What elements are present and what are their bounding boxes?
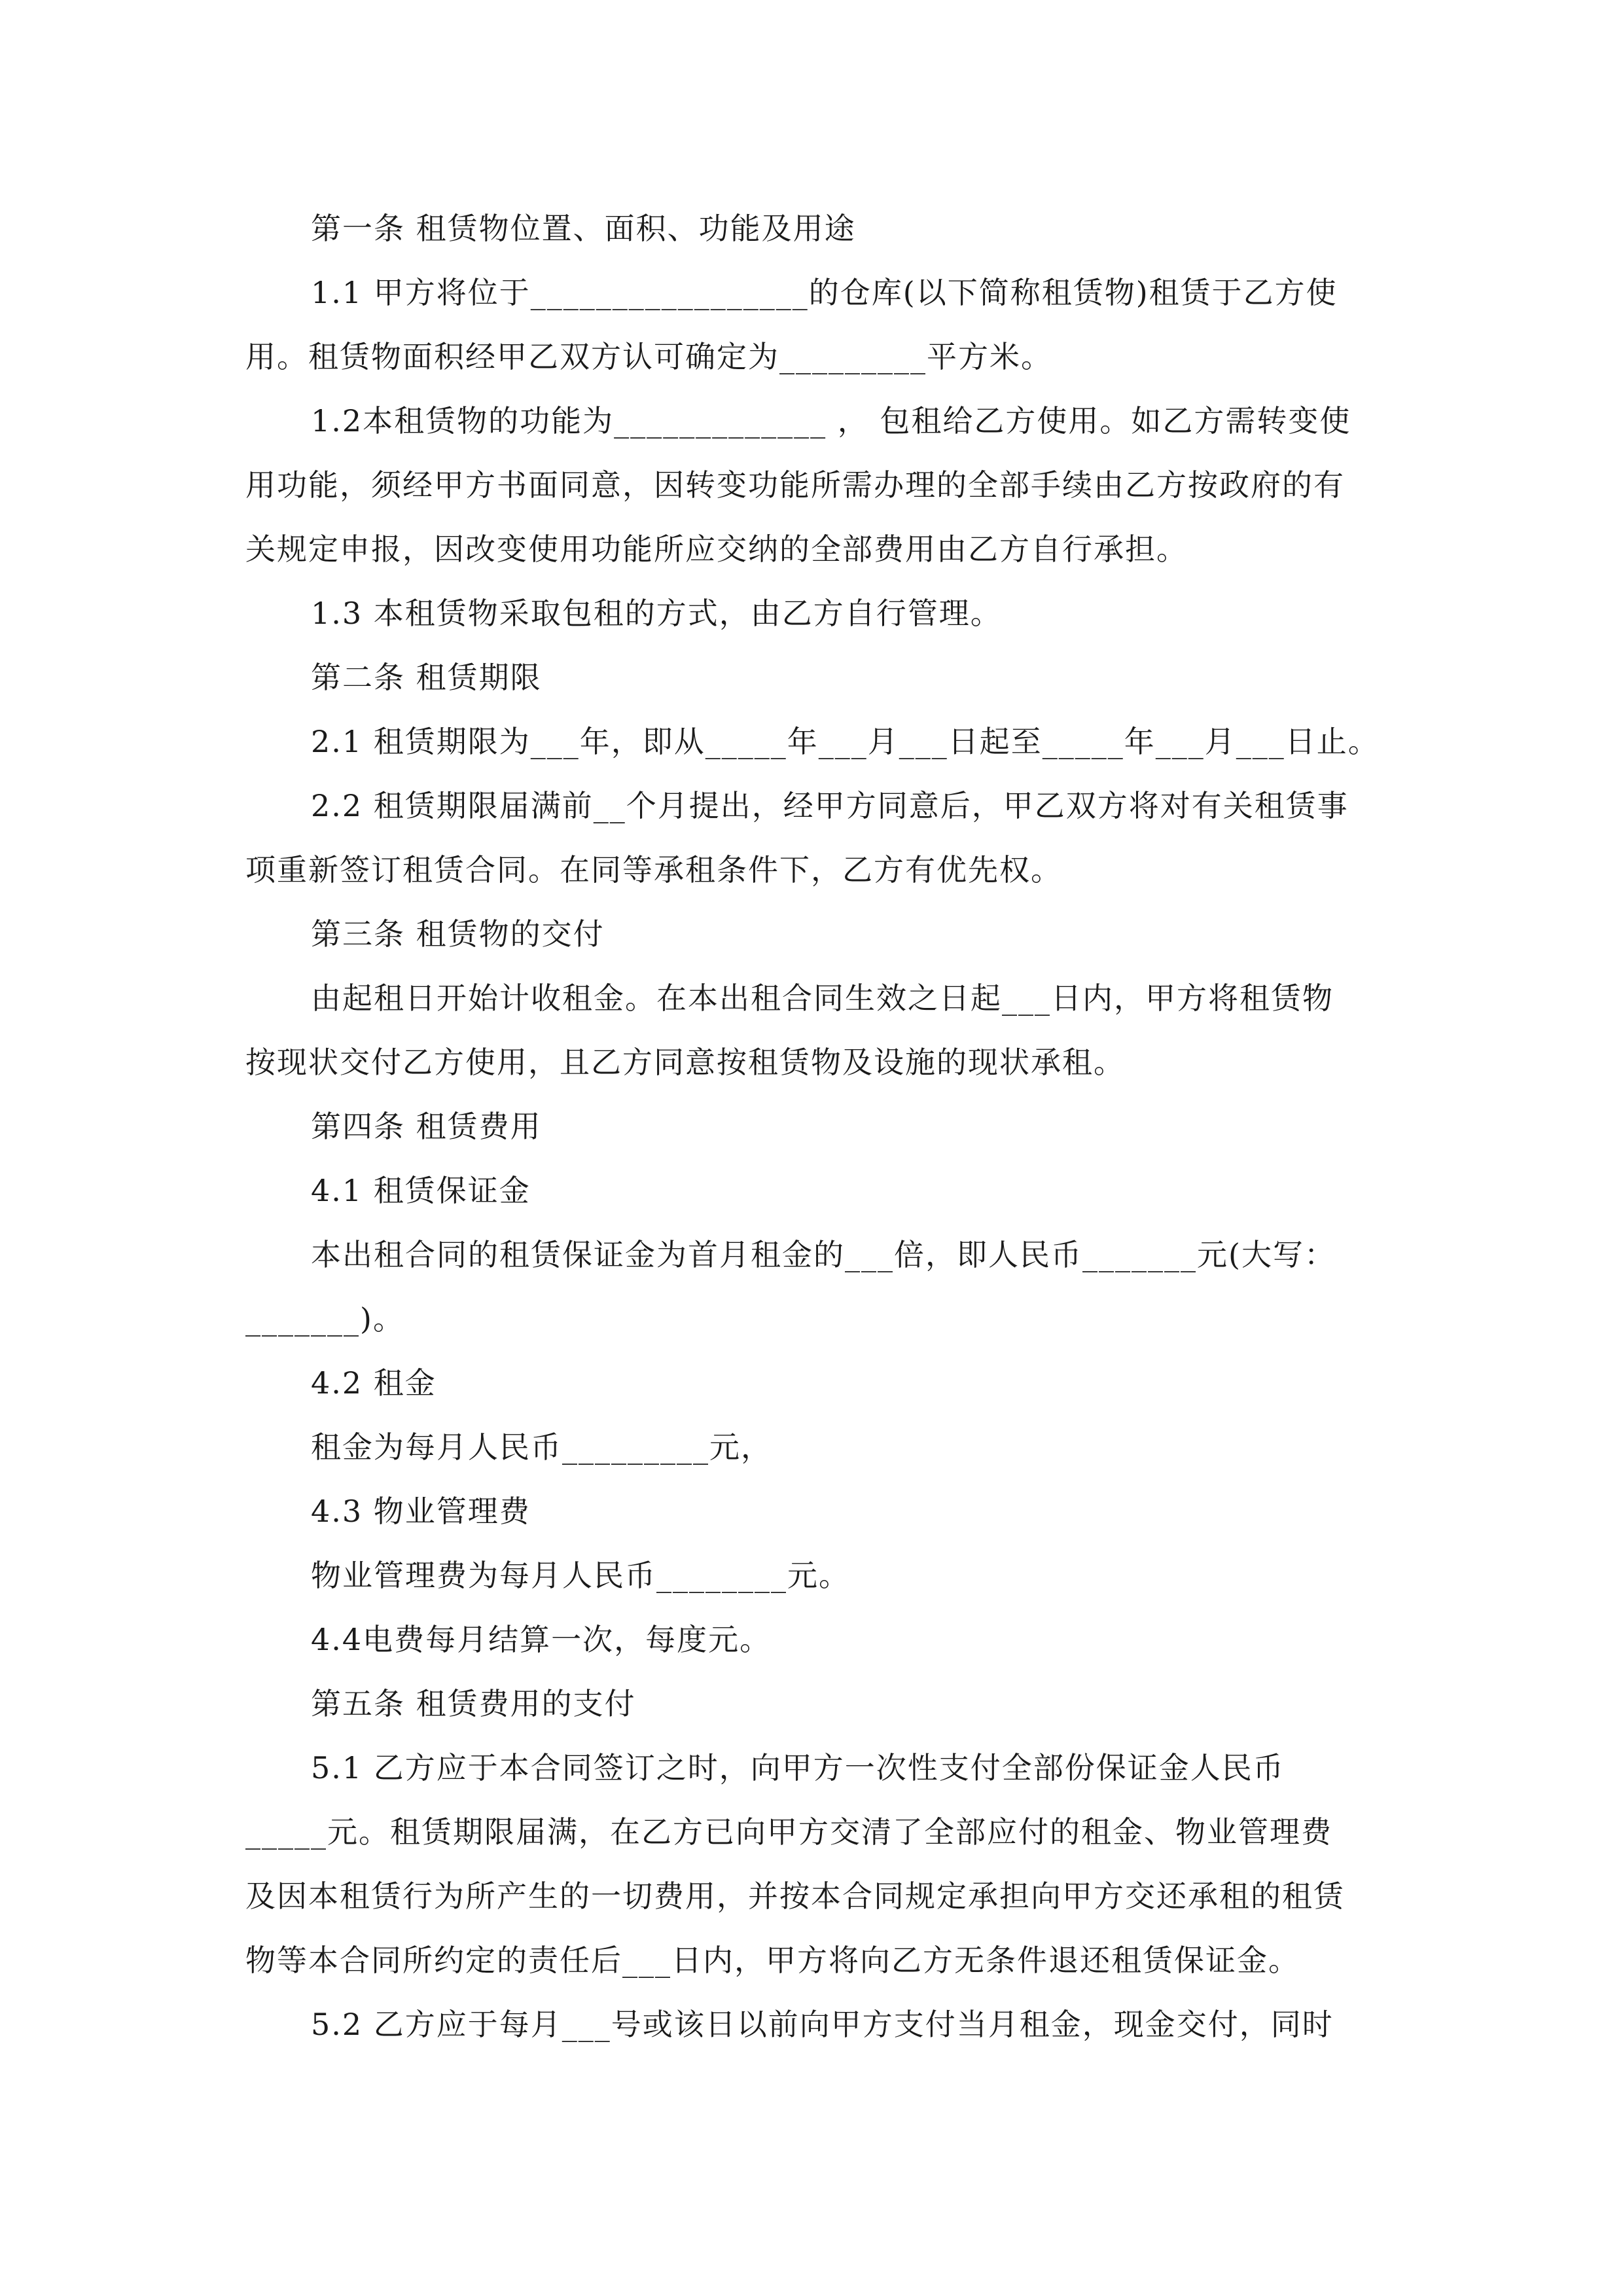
- clause-1-2-line-3: 关规定申报，因改变使用功能所应交纳的全部费用由乙方自行承担。: [245, 531, 1188, 567]
- clause-4-2-heading: 4.2 租金: [311, 1365, 437, 1401]
- clause-2-2-line-2: 项重新签订租赁合同。在同等承租条件下，乙方有优先权。: [245, 852, 1062, 888]
- clause-5-1-line-2: _____元。租赁期限届满，在乙方已向甲方交清了全部应付的租金、物业管理费: [245, 1814, 1332, 1850]
- clause-5-2-line-1: 5.2 乙方应于每月___号或该日以前向甲方支付当月租金，现金交付，同时: [311, 2007, 1334, 2042]
- clause-1-3: 1.3 本租赁物采取包租的方式，由乙方自行管理。: [311, 596, 1002, 631]
- clause-5-1-line-1: 5.1 乙方应于本合同签订之时，向甲方一次性支付全部份保证金人民币: [311, 1750, 1285, 1785]
- clause-4-2-text: 租金为每月人民币_________元，: [311, 1429, 772, 1465]
- clause-4-3-text: 物业管理费为每月人民币________元。: [311, 1558, 850, 1593]
- clause-2-1: 2.1 租赁期限为___年，即从_____年___月___日起至_____年___月___日止。: [311, 724, 1380, 759]
- clause-1-1-line-2: 用。租赁物面积经甲乙双方认可确定为_________平方米。: [245, 339, 1052, 374]
- clause-1-1-line-1: 1.1 甲方将位于_________________的仓库(以下简称租赁物)租赁于乙方使: [311, 275, 1338, 310]
- article-4-heading: 第四条 租赁费用: [311, 1109, 542, 1144]
- clause-4-1-line-2: _______)。: [245, 1301, 404, 1336]
- clause-1-2-line-2: 用功能，须经甲方书面同意，因转变功能所需办理的全部手续由乙方按政府的有: [245, 467, 1345, 503]
- clause-2-2-line-1: 2.2 租赁期限届满前__个月提出，经甲方同意后，甲乙双方将对有关租赁事: [311, 788, 1349, 823]
- clause-4-1-line-1: 本出租合同的租赁保证金为首月租金的___倍，即人民币_______元(大写：: [311, 1237, 1336, 1272]
- clause-4-1-heading: 4.1 租赁保证金: [311, 1173, 531, 1208]
- clause-4-3-heading: 4.3 物业管理费: [311, 1494, 531, 1529]
- article-3-line-1: 由起租日开始计收租金。在本出租合同生效之日起___日内，甲方将租赁物: [311, 980, 1334, 1016]
- clause-5-1-line-3: 及因本租赁行为所产生的一切费用，并按本合同规定承担向甲方交还承租的租赁: [245, 1878, 1345, 1914]
- clause-5-1-line-4: 物等本合同所约定的责任后___日内，甲方将向乙方无条件退还租赁保证金。: [245, 1943, 1300, 1978]
- article-5-heading: 第五条 租赁费用的支付: [311, 1686, 636, 1721]
- article-2-heading: 第二条 租赁期限: [311, 660, 542, 695]
- article-3-heading: 第三条 租赁物的交付: [311, 916, 605, 952]
- article-3-line-2: 按现状交付乙方使用，且乙方同意按租赁物及设施的现状承租。: [245, 1045, 1125, 1080]
- contract-body: [245, 196, 1394, 2056]
- clause-4-4: 4.4电费每月结算一次，每度元。: [311, 1622, 772, 1657]
- article-1-heading: 第一条 租赁物位置、面积、功能及用途: [311, 211, 856, 246]
- clause-1-2-line-1: 1.2本租赁物的功能为_____________ ， 包租给乙方使用。如乙方需转变使: [311, 403, 1351, 439]
